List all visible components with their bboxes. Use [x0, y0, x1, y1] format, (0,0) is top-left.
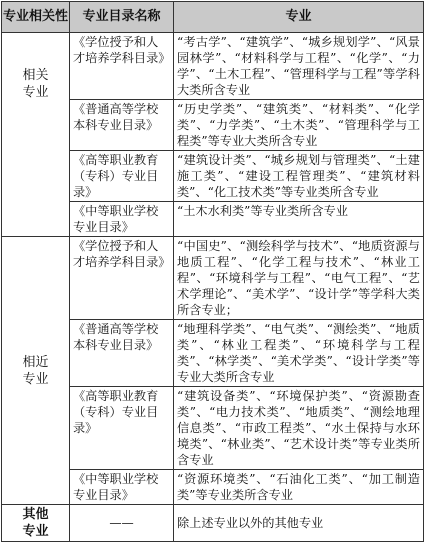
catalog-cell: 《高等职业教育（专科）专业目录》 [70, 151, 174, 202]
relevance-related [2, 33, 70, 237]
catalog-cell: 《普通高等学校本科专业目录》 [70, 100, 174, 151]
header-major: 专业 [174, 2, 424, 33]
header-catalog: 专业目录名称 [70, 2, 174, 33]
relevance-other [2, 505, 70, 542]
relevance-similar-label: 相近 专业 [22, 354, 49, 387]
catalog-cell: 《学位授予和人才培养学科目录》 [70, 33, 174, 100]
catalog-cell: 《学位授予和人才培养学科目录》 [70, 237, 174, 320]
major-cell: “建筑设计类”、“城乡规划与管理类”、“土建施工类”、“建设工程管理类”、“建筑材料类”、“化工技术类”等专业类所含专业 [174, 151, 424, 202]
table-header-row [2, 2, 424, 33]
major-cell: “资源环境类”、“石油化工类”、“加工制造类”等专业类所含专业 [174, 470, 424, 505]
major-cell: “中国史”、“测绘科学与技术”、“地质资源与地质工程”、“化学工程与技术”、“林业工程”、“环境科学与工程”、“电气工程”、“艺术学理论”、“美术学”、“设计学”等学科大类所含专业； [174, 237, 424, 320]
major-cell: “建筑设备类”、“环境保护类”、“资源勘查类”、“电力技术类”、“地质类”、“测绘地理信息类”、“市政工程类”、“水土保持与水环境类”、“林业类”、“艺术设计类”等专业类所含专业 [174, 387, 424, 470]
major-relevance-table [1, 1, 424, 542]
relevance-similar [2, 237, 70, 505]
major-cell: “考古学”、“建筑学”、“城乡规划学”、“风景园林学”、“材料科学与工程”、“化学”、“力学”、“土木工程”、“管理科学与工程”等学科大类所含专业 [174, 33, 424, 100]
catalog-cell: 《高等职业教育（专科）专业目录》 [70, 387, 174, 470]
catalog-cell: 《普通高等学校本科专业目录》 [70, 320, 174, 387]
relevance-related-label: 相关 专业 [22, 68, 49, 100]
table-row [2, 505, 424, 542]
major-cell: “地理科学类”、“电气类”、“测绘类”、“地质类”、“林业工程类”、“环境科学与工程类”、“林学类”、“美术学类”、“设计学类”等专业大类所含专业 [174, 320, 424, 387]
table-row [2, 33, 424, 100]
catalog-cell: 《中等职业学校专业目录》 [70, 470, 174, 505]
header-relevance: 专业相关性 [2, 2, 70, 33]
major-cell: “历史学类”、“建筑类”、“材料类”、“化学类”、“力学类”、“土木类”、“管理科学与工程类”等专业大类所含专业 [174, 100, 424, 151]
table-row [2, 237, 424, 320]
relevance-other-label: 其他 专业 [22, 507, 49, 539]
major-cell: “土木水利类”等专业类所含专业 [174, 202, 424, 237]
catalog-cell: 《中等职业学校专业目录》 [70, 202, 174, 237]
major-cell: 除上述专业以外的其他专业 [174, 505, 424, 542]
catalog-cell: —— [70, 505, 174, 542]
